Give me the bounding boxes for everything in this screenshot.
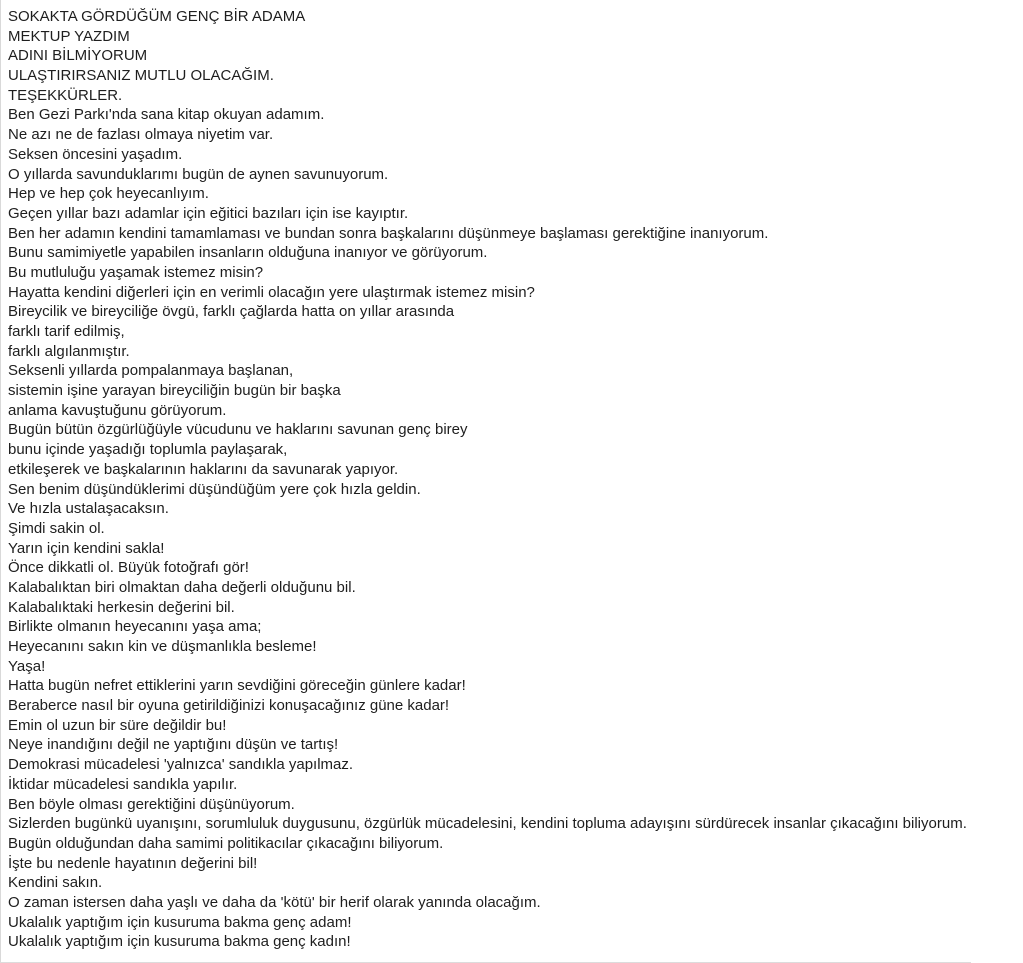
text-line: TEŞEKKÜRLER. [8, 86, 123, 104]
text-line: Şimdi sakin ol. [8, 519, 105, 537]
text-line: Geçen yıllar bazı adamlar için eğitici bazıları için ise kayıptır. [8, 204, 409, 222]
text-line: Demokrasi mücadelesi 'yalnızca' sandıkla yapılmaz. [8, 756, 354, 774]
text-line: Ben her adamın kendini tamamlaması ve bundan sonra başkalarını düşünmeye başlaması gerektiğine inanıyorum. [8, 224, 769, 242]
text-line: Emin ol uzun bir süre değildir bu! [8, 716, 227, 734]
text-line: anlama kavuştuğunu görüyorum. [8, 401, 227, 419]
text-line: Ukalalık yaptığım için kusuruma bakma genç adam! [8, 913, 352, 931]
text-line: Neye inandığını değil ne yaptığını düşün ve tartış! [8, 736, 339, 754]
text-line: Önce dikkatli ol. Büyük fotoğrafı gör! [8, 559, 249, 577]
text-line: Ukalalık yaptığım için kusuruma bakma genç kadın! [8, 933, 351, 951]
text-line: Yarın için kendini sakla! [8, 539, 165, 557]
text-line: Kalabalıktaki herkesin değerini bil. [8, 598, 235, 616]
text-line: Birlikte olmanın heyecanını yaşa ama; [8, 618, 262, 636]
text-line: Sen benim düşündüklerimi düşündüğüm yere çok hızla geldin. [8, 480, 421, 498]
text-line: Ve hızla ustalaşacaksın. [8, 500, 169, 518]
text-line: Bu mutluluğu yaşamak istemez misin? [8, 263, 264, 281]
text-line: Heyecanını sakın kin ve düşmanlıkla besleme! [8, 638, 317, 655]
text-line: Yaşa! [8, 657, 46, 675]
text-line: Bunu samimiyetle yapabilen insanların olduğuna inanıyor ve görüyorum. [8, 244, 488, 262]
text-line: Seksen öncesini yaşadım. [8, 145, 183, 163]
text-line: Bireycilik ve bireyciliğe övgü, farklı çağlarda hatta on yıllar arasında [8, 303, 455, 321]
text-line: etkileşerek ve başkalarının haklarını da savunarak yapıyor. [8, 460, 399, 478]
text-line: farklı tarif edilmiş, [8, 323, 125, 340]
text-line: O zaman istersen daha yaşlı ve daha da 'kötü' bir herif olarak yanında olacağım. [8, 893, 541, 911]
text-line: sistemin işine yarayan bireyciliğin bugün bir başka [8, 382, 341, 400]
text-line: Hatta bugün nefret ettiklerini yarın sevdiğini göreceğin günlere kadar! [8, 677, 466, 695]
text-line: Kendini sakın. [8, 874, 103, 892]
text-line: SOKAKTA GÖRDÜĞÜM GENÇ BİR ADAMA [8, 8, 306, 25]
text-line: Ben Gezi Parkı'nda sana kitap okuyan adamım. [8, 106, 325, 124]
text-line: Bugün bütün özgürlüğüyle vücudunu ve haklarını savunan genç birey [8, 421, 468, 439]
text-line: O yıllarda savunduklarımı bugün de aynen savunuyorum. [8, 165, 389, 183]
text-line: İktidar mücadelesi sandıkla yapılır. [8, 775, 238, 793]
text-line: bunu içinde yaşadığı toplumla paylaşarak, [8, 441, 288, 459]
text-line: ULAŞTIRIRSANIZ MUTLU OLACAĞIM. [8, 67, 274, 85]
text-line: Kalabalıktan biri olmaktan daha değerli olduğunu bil. [8, 578, 356, 596]
text-line: Ne azı ne de fazlası olmaya niyetim var. [8, 126, 274, 144]
text-line: Seksenli yıllarda pompalanmaya başlanan, [8, 362, 294, 380]
text-line: MEKTUP YAZDIM [8, 27, 130, 45]
text-line: farklı algılanmıştır. [8, 342, 130, 360]
text-line: Bugün olduğundan daha samimi politikacılar çıkacağını biliyorum. [8, 834, 444, 852]
text-line: Sizlerden bugünkü uyanışını, sorumluluk duygusunu, özgürlük mücadelesini, kendini topluma adayışını sürdürecek insanlar çıkacağını biliyorum. [8, 815, 967, 833]
text-line: İşte bu nedenle hayatının değerini bil! [8, 854, 258, 872]
text-line: Hayatta kendini diğerleri için en verimli olacağın yere ulaştırmak istemez misin? [8, 283, 535, 301]
text-line: Ben böyle olması gerektiğini düşünüyorum. [8, 795, 295, 813]
text-line: Hep ve hep çok heyecanlıyım. [8, 185, 209, 203]
text-line: ADINI BİLMİYORUM [8, 47, 148, 65]
text-line: Beraberce nasıl bir oyuna getirildiğinizi konuşacağınız güne kadar! [8, 697, 450, 715]
